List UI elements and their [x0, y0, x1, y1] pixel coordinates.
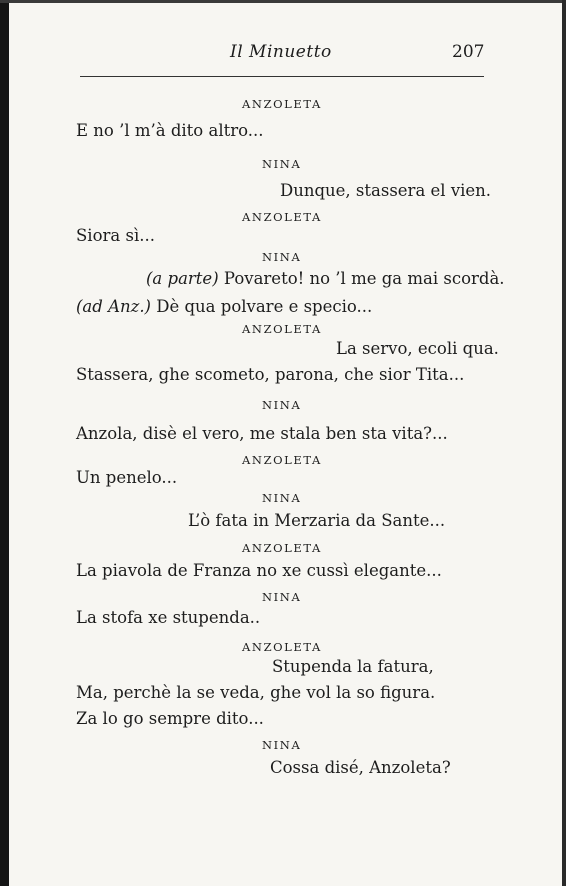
speaker-name: NINA — [262, 491, 302, 505]
header-rule — [80, 76, 484, 77]
verse-line: E no ’l m’à dito altro... — [76, 121, 264, 140]
speaker-name: NINA — [262, 398, 302, 412]
verse-line: Dunque, stassera el vien. — [280, 181, 492, 200]
verse-line: L’ò fata in Merzaria da Sante... — [188, 511, 446, 530]
speaker-name: ANZOLETA — [242, 322, 322, 336]
verse-line: La piavola de Franza no xe cussì elegante... — [76, 561, 442, 580]
page-top-edge — [0, 0, 566, 3]
speaker-name: ANZOLETA — [242, 97, 322, 111]
speaker-name: ANZOLETA — [242, 640, 322, 654]
verse-line: Stupenda la fatura, — [272, 657, 434, 676]
verse-line: Cossa disé, Anzoleta? — [270, 758, 451, 777]
verse-line: Siora sì... — [76, 226, 155, 245]
page-binding-edge — [0, 0, 9, 886]
speaker-name: NINA — [262, 590, 302, 604]
verse-line: Un penelo... — [76, 468, 178, 487]
stage-direction: (a parte) — [146, 269, 219, 288]
speaker-name: NINA — [262, 157, 302, 171]
page-number: 207 — [452, 42, 485, 62]
verse-text: Povareto! no ’l me ga mai scordà. — [218, 269, 505, 288]
verse-line: Stassera, ghe scometo, parona, che sior Tita... — [76, 365, 465, 384]
verse-line: Ma, perchè la se veda, ghe vol la so figura. — [76, 683, 436, 702]
verse-line — [146, 269, 505, 289]
verse-line: La servo, ecoli qua. — [336, 339, 499, 358]
verse-line: Anzola, disè el vero, me stala ben sta vita?... — [76, 424, 448, 443]
stage-direction: (ad Anz.) — [76, 297, 151, 316]
verse-line: Za lo go sempre dito... — [76, 709, 264, 728]
verse-line — [76, 297, 372, 317]
speaker-name: ANZOLETA — [242, 453, 322, 467]
speaker-name: ANZOLETA — [242, 541, 322, 555]
speaker-name: ANZOLETA — [242, 210, 322, 224]
running-title: Il Minuetto — [230, 42, 332, 62]
page-right-edge — [562, 0, 566, 886]
verse-line: La stofa xe stupenda.. — [76, 608, 261, 627]
verse-text: Dè qua polvare e specio... — [151, 297, 373, 316]
speaker-name: NINA — [262, 738, 302, 752]
speaker-name: NINA — [262, 250, 302, 264]
